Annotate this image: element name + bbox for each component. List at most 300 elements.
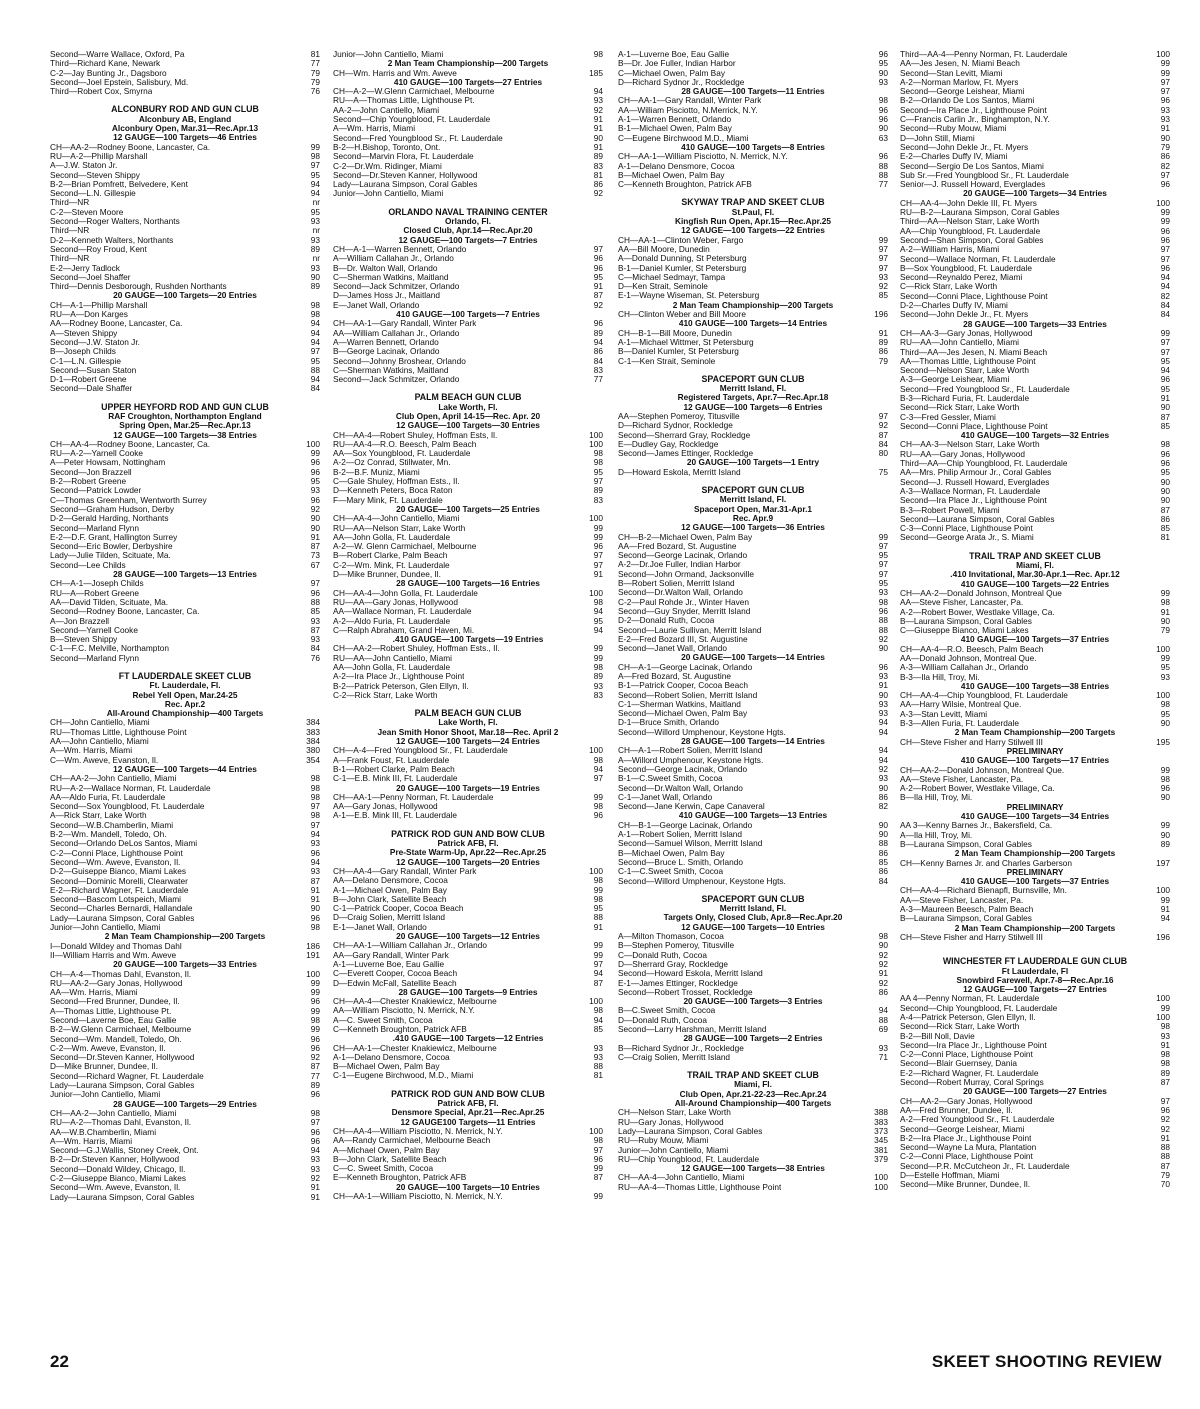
- result-row: [50, 811, 320, 820]
- score: 373: [874, 1126, 888, 1136]
- score: 96: [1160, 784, 1170, 794]
- shooter-entry: B-3—Ila Hill, Troy, Mi.: [900, 672, 980, 682]
- score: 97: [593, 560, 603, 570]
- result-row: [900, 96, 1170, 105]
- shooter-entry: CH—AA-4—John Golla, Ft. Lauderdale: [333, 588, 478, 598]
- event-header: 410 GAUGE—100 Targets—7 Entries: [396, 310, 540, 320]
- score: 86: [1160, 152, 1170, 162]
- shooter-entry: CH—AA-2—John Cantiello, Miami: [50, 1108, 177, 1118]
- score: 96: [310, 1043, 320, 1053]
- shooter-entry: Second—Sox Youngblood, Ft. Lauderdale: [50, 802, 205, 812]
- score: 96: [878, 606, 888, 616]
- score: 91: [593, 115, 603, 125]
- result-row: [618, 830, 888, 839]
- score: 93: [310, 867, 320, 877]
- result-row: [50, 301, 320, 310]
- result-row: [618, 635, 888, 644]
- shooter-entry: Second—Dr.Walton Wall, Orlando: [618, 588, 743, 598]
- result-row: [900, 338, 1170, 347]
- shooter-entry: AA—Fred Brunner, Dundee, Il.: [900, 1105, 1013, 1115]
- result-row: [50, 1007, 320, 1016]
- result-row: [50, 839, 320, 848]
- shooter-entry: C-2—Conni Place, Lighthouse Point: [50, 848, 183, 858]
- score: 94: [310, 179, 320, 189]
- result-row: [618, 867, 888, 876]
- result-row: [900, 468, 1170, 477]
- score: 98: [593, 755, 603, 765]
- result-row: [50, 793, 320, 802]
- score: 100: [589, 866, 603, 876]
- score: 354: [306, 755, 320, 765]
- result-row: [900, 115, 1170, 124]
- result-row: [50, 997, 320, 1006]
- result-row: [618, 431, 888, 440]
- result-row: [618, 858, 888, 867]
- shooter-entry: D—Sherrard Gray, Rockledge: [618, 959, 729, 969]
- event-header: 410 GAUGE—100 Targets—13 Entries: [678, 811, 828, 821]
- result-row: [900, 1032, 1170, 1041]
- result-row: [618, 1173, 888, 1182]
- score: 94: [593, 625, 603, 635]
- result-row: [50, 1035, 320, 1044]
- score: 96: [310, 1136, 320, 1146]
- shooter-entry: I—Donald Wildey and Thomas Dahl: [50, 941, 182, 951]
- shooter-entry: E-1—James Ettinger, Rockledge: [618, 978, 738, 988]
- shooter-entry: B—Robert Clarke, Palm Beach: [333, 551, 448, 561]
- shooter-entry: Second—Orlando DeLos Santos, Miami: [50, 839, 198, 849]
- result-row: [50, 756, 320, 765]
- score: 99: [593, 950, 603, 960]
- score: 91: [1160, 124, 1170, 134]
- event-header: 410 GAUGE—100 Targets—37 Entries: [960, 877, 1110, 887]
- shooter-entry: C—Everett Cooper, Cocoa Beach: [333, 969, 458, 979]
- result-row: [333, 654, 603, 663]
- result-row: [50, 152, 320, 161]
- score: 90: [878, 783, 888, 793]
- result-row: [50, 858, 320, 867]
- shooter-entry: Second—Richard Wagner, Ft. Lauderdale: [50, 1071, 204, 1081]
- shooter-entry: C-1—Patrick Cooper, Cocoa Beach: [333, 904, 464, 914]
- event-header: Merritt Island, Fl.: [719, 904, 787, 914]
- score: 97: [878, 560, 888, 570]
- shooter-entry: CH—AA-1—William Pisciotto, N. Merrick, N.Y.: [333, 1192, 503, 1202]
- result-row: [618, 347, 888, 356]
- result-row: [618, 310, 888, 319]
- score: 88: [310, 597, 320, 607]
- score: 93: [593, 96, 603, 106]
- shooter-entry: D—Richard Sydnor, Rockledge: [618, 421, 733, 431]
- result-row: [50, 895, 320, 904]
- score: 100: [1156, 198, 1170, 208]
- result-row: [900, 1097, 1170, 1106]
- shooter-entry: A-2—Norman Marlow, Ft. Myers: [900, 77, 1019, 87]
- result-row: [900, 506, 1170, 515]
- score: 91: [593, 922, 603, 932]
- result-row: [333, 50, 603, 59]
- result-row: [333, 347, 603, 356]
- shooter-entry: Second—Jack Schmitzer, Orlando: [333, 282, 460, 292]
- shooter-entry: C-2—Conni Place, Lighthouse Point: [900, 1050, 1033, 1060]
- score: 91: [310, 1192, 320, 1202]
- shooter-entry: CH—A-4—Fred Youngblood Sr., Ft. Lauderdale: [333, 746, 508, 756]
- score: 95: [878, 579, 888, 589]
- score: 89: [1160, 1068, 1170, 1078]
- shooter-entry: Third—NR: [50, 254, 90, 264]
- score: 93: [878, 1043, 888, 1053]
- result-row: [50, 449, 320, 458]
- shooter-entry: D-1—Robert Greene: [50, 375, 127, 385]
- score: 67: [310, 560, 320, 570]
- result-row: [333, 87, 603, 96]
- score: 94: [593, 337, 603, 347]
- score: 88: [878, 839, 888, 849]
- result-row: [333, 468, 603, 477]
- event-header: 20 GAUGE—100 Targets—34 Entries: [963, 189, 1107, 199]
- result-row: [333, 143, 603, 152]
- shooter-entry: A-1—Delano Densmore, Cocoa: [618, 161, 735, 171]
- shooter-entry: Second—Laurie Sullivan, Merritt Island: [618, 625, 762, 635]
- score: 63: [878, 133, 888, 143]
- score: 90: [878, 690, 888, 700]
- event-header: Merritt Island, Fl.: [719, 495, 787, 505]
- shooter-entry: Second—Wm. Mandell, Toledo, Oh.: [50, 1034, 182, 1044]
- results-column-1: [50, 50, 320, 1202]
- event-header: RAF Croughton, Northampton England: [108, 411, 262, 421]
- result-row: [618, 988, 888, 997]
- score: 100: [1156, 644, 1170, 654]
- event-header: 20 GAUGE—100 Targets—14 Entries: [681, 653, 825, 663]
- score: 87: [593, 1173, 603, 1183]
- score: 98: [878, 597, 888, 607]
- event-header: .410 GAUGE—100 Targets—19 Entries: [392, 635, 544, 645]
- shooter-entry: Second—Wm. Aweve, Evanston, Il.: [50, 857, 181, 867]
- shooter-entry: AA 4—Penny Norman, Ft. Lauderdale: [900, 994, 1040, 1004]
- score: 384: [306, 737, 320, 747]
- event-header: 20 GAUGE—100 Targets—20 Entries: [113, 291, 257, 301]
- result-row: [50, 561, 320, 570]
- club-name: TRAIL TRAP AND SKEET CLUB: [969, 551, 1101, 561]
- shooter-entry: A-2—Aldo Furia, Ft. Lauderdale: [333, 616, 451, 626]
- result-row: [50, 904, 320, 913]
- event-header: Miami, Fl.: [734, 1080, 772, 1090]
- score: 97: [878, 411, 888, 421]
- shooter-entry: C-2—Jay Bunting Jr., Dagsboro: [50, 68, 167, 78]
- score: 191: [306, 950, 320, 960]
- club-name: WINCHESTER FT LAUDERDALE GUN CLUB: [942, 957, 1128, 967]
- shooter-entry: CH—B-1—George Lacinak, Orlando: [618, 820, 753, 830]
- score: 87: [593, 291, 603, 301]
- shooter-entry: RU—AA—Gary Jonas, Hollywood: [333, 597, 458, 607]
- shooter-entry: CH—AA-2—Gary Jonas, Hollywood: [900, 1096, 1033, 1106]
- shooter-entry: A-2—William Harris, Miami: [900, 245, 1000, 255]
- score: 96: [1160, 235, 1170, 245]
- score: 90: [310, 514, 320, 524]
- result-row: [900, 738, 1170, 747]
- result-row: [900, 69, 1170, 78]
- result-row: [50, 784, 320, 793]
- result-row: [900, 1125, 1170, 1134]
- shooter-entry: Second—Dale Shaffer: [50, 384, 133, 394]
- event-header: Patrick AFB, Fl.: [437, 1099, 499, 1109]
- result-row: [900, 784, 1170, 793]
- score: 96: [878, 50, 888, 59]
- result-row: [333, 1173, 603, 1182]
- score: 87: [310, 876, 320, 886]
- score: 97: [310, 579, 320, 589]
- shooter-entry: B—Michael Owen, Palm Bay: [618, 848, 725, 858]
- score: 95: [310, 477, 320, 487]
- shooter-entry: AA—John Golla, Ft. Lauderdale: [333, 663, 451, 672]
- score: 79: [310, 68, 320, 78]
- result-row: [900, 994, 1170, 1003]
- shooter-entry: AA—Bill Moore, Dunedin: [618, 244, 710, 254]
- score: 97: [310, 820, 320, 830]
- score: 99: [310, 1025, 320, 1035]
- result-row: [618, 551, 888, 560]
- result-row: [900, 1069, 1170, 1078]
- shooter-entry: Second—Rick Starr, Lake Worth: [900, 403, 1020, 413]
- result-row: [618, 291, 888, 300]
- results-column-4: [900, 50, 1170, 1190]
- result-row: [50, 59, 320, 68]
- section-gap: [900, 942, 1170, 948]
- event-header: PRELIMINARY: [1006, 802, 1064, 812]
- event-header: 12 GAUGE—100 Targets—10 Entries: [681, 922, 825, 932]
- shooter-entry: B-1—Patrick Cooper, Cocoa Beach: [618, 681, 749, 691]
- shooter-entry: C—Donald Ruth, Cocoa: [618, 950, 708, 960]
- event-header: Densmore Special, Apr.21—Rec.Apr.25: [391, 1108, 545, 1118]
- score: 94: [1160, 914, 1170, 924]
- result-row: [333, 1071, 603, 1080]
- shooter-entry: CH—Nelson Starr, Lake Worth: [618, 1108, 731, 1118]
- shooter-entry: B-2—Wm. Mandell, Toledo, Oh.: [50, 830, 167, 840]
- shooter-entry: Second—Robert Trosset, Rockledge: [618, 987, 753, 997]
- result-row: [333, 570, 603, 579]
- result-row: [900, 245, 1170, 254]
- shooter-entry: C—Michael Sedmayr, Tampa: [618, 272, 726, 282]
- score: 97: [1160, 170, 1170, 180]
- result-row: [50, 923, 320, 932]
- result-row: [333, 514, 603, 523]
- shooter-entry: A—William Callahan Jr., Orlando: [333, 254, 454, 264]
- event-header: 410 GAUGE—100 Targets—8 Entries: [681, 142, 825, 152]
- shooter-entry: Second—Larry Harshman, Merritt Island: [618, 1024, 767, 1034]
- shooter-entry: B-3—Richard Furia, Ft. Lauderdale: [900, 393, 1030, 403]
- result-row: [618, 821, 888, 830]
- result-row: [900, 859, 1170, 868]
- event-header: 12 GAUGE—100 Targets—38 Entries: [681, 1164, 825, 1174]
- shooter-entry: C—Wm. Aweve, Evanston, Il.: [50, 755, 159, 765]
- score: 96: [593, 263, 603, 273]
- result-row: [333, 960, 603, 969]
- score: 186: [306, 941, 320, 951]
- shooter-entry: Second—Charles Bernardi, Hallandale: [50, 904, 193, 914]
- shooter-entry: Second—Blair Guernsey, Dania: [900, 1059, 1017, 1069]
- result-row: [50, 849, 320, 858]
- shooter-entry: CH—A-1—George Lacinak, Orlando: [618, 662, 753, 672]
- result-row: [618, 533, 888, 542]
- result-row: [900, 821, 1170, 830]
- shooter-entry: E—Dudley Gay, Rockledge: [618, 439, 719, 449]
- score: 99: [1160, 654, 1170, 663]
- shooter-entry: A-2—Ira Place Jr., Lighthouse Point: [333, 672, 465, 682]
- score: 81: [1160, 533, 1170, 543]
- score: 96: [1160, 263, 1170, 273]
- shooter-entry: B—Ila Hill, Troy, Mi.: [900, 793, 973, 803]
- shooter-entry: RU—Ruby Mouw, Miami: [618, 1136, 709, 1146]
- result-row: [333, 746, 603, 755]
- score: 96: [593, 811, 603, 821]
- result-row: [333, 440, 603, 449]
- shooter-entry: Second—George Arata Jr., S. Miami: [900, 533, 1034, 543]
- shooter-entry: Second—J. Russell Howard, Everglades: [900, 477, 1050, 487]
- score: 93: [593, 1043, 603, 1053]
- shooter-entry: D—John Still, Miami: [900, 133, 975, 143]
- score: 94: [593, 1015, 603, 1025]
- score: 96: [1160, 180, 1170, 190]
- shooter-entry: E-2—Jerry Tadlock: [50, 263, 120, 273]
- result-row: [900, 50, 1170, 59]
- result-row: [900, 236, 1170, 245]
- result-row: [333, 589, 603, 598]
- score: 98: [878, 96, 888, 106]
- score: 99: [593, 532, 603, 542]
- result-row: [50, 282, 320, 291]
- shooter-entry: RU—A—Don Karges: [50, 310, 128, 320]
- score: 91: [1160, 905, 1170, 915]
- result-row: [50, 189, 320, 198]
- result-row: [50, 1081, 320, 1090]
- result-row: [900, 524, 1170, 533]
- shooter-entry: A—Frank Foust, Ft. Lauderdale: [333, 755, 450, 765]
- score: 79: [310, 77, 320, 87]
- result-row: [333, 867, 603, 876]
- shooter-entry: CH—A-4—Thomas Dahl, Evanston, Il.: [50, 969, 192, 979]
- shooter-entry: Second—Michael Owen, Palm Bay: [618, 709, 748, 719]
- result-row: [333, 96, 603, 105]
- score: 91: [593, 124, 603, 134]
- shooter-entry: D—Donald Ruth, Cocoa: [618, 1015, 708, 1025]
- shooter-entry: Second—Jack Schmitzer, Orlando: [333, 375, 460, 385]
- shooter-entry: Second—Warre Wallace, Oxford, Pa: [50, 50, 185, 59]
- result-row: [618, 700, 888, 709]
- score: 99: [1160, 68, 1170, 78]
- shooter-entry: Second—Laverne Boe, Eau Gallie: [50, 1015, 177, 1025]
- shooter-entry: CH—AA-3—Nelson Starr, Lake Worth: [900, 440, 1040, 450]
- shooter-entry: A-3—Maureen Beesch, Palm Beach: [900, 905, 1034, 915]
- score: 90: [1160, 133, 1170, 143]
- score: 91: [593, 570, 603, 580]
- shooter-entry: CH—AA-1—Penny Norman, Ft. Lauderdale: [333, 792, 494, 802]
- result-row: [900, 663, 1170, 672]
- score: 94: [878, 746, 888, 756]
- score: 90: [878, 830, 888, 840]
- event-header: 2 Man Team Championship—200 Targets: [954, 923, 1116, 933]
- shooter-entry: B-2—Bill Noll, Davie: [900, 1031, 975, 1041]
- club-name: UPPER HEYFORD ROD AND GUN CLUB: [101, 402, 269, 412]
- shooter-entry: CH—B-1—Bill Moore, Dunedin: [618, 328, 732, 338]
- result-row: [618, 542, 888, 551]
- shooter-entry: C-2—Wm. Aweve, Evanston, Il.: [50, 1043, 166, 1053]
- score: 100: [589, 1126, 603, 1136]
- result-row: [618, 162, 888, 171]
- result-row: [333, 458, 603, 467]
- score: 92: [878, 764, 888, 774]
- score: 91: [878, 969, 888, 979]
- result-row: [618, 691, 888, 700]
- shooter-entry: AA—Wallace Norman, Ft. Lauderdale: [333, 607, 472, 617]
- score: 98: [593, 449, 603, 459]
- shooter-entry: B—Laurana Simpson, Coral Gables: [900, 914, 1032, 924]
- score: 87: [1160, 412, 1170, 422]
- score: 93: [878, 672, 888, 681]
- result-row: [50, 468, 320, 477]
- score: 90: [310, 523, 320, 533]
- shooter-entry: A-1—E.B. Mink III, Ft. Lauderdale: [333, 811, 458, 821]
- shooter-entry: Second—James Ettinger, Rockledge: [618, 449, 754, 459]
- score: 97: [593, 774, 603, 784]
- shooter-entry: A-2—Robert Bower, Westlake Village, Ca.: [900, 784, 1055, 794]
- shooter-entry: B-2—B.F. Muniz, Miami: [333, 467, 420, 477]
- result-row: [618, 338, 888, 347]
- result-row: [900, 1059, 1170, 1068]
- score: 81: [593, 170, 603, 180]
- result-row: [50, 533, 320, 542]
- result-row: [50, 1090, 320, 1099]
- score: 96: [310, 997, 320, 1007]
- result-row: [50, 273, 320, 282]
- result-row: [50, 1146, 320, 1155]
- score: 91: [878, 681, 888, 691]
- result-row: [900, 710, 1170, 719]
- score: 98: [1160, 700, 1170, 710]
- shooter-entry: Second—L.N. Gillespie: [50, 189, 136, 199]
- result-row: [618, 69, 888, 78]
- event-header: 410 GAUGE—100 Targets—22 Entries: [960, 579, 1110, 589]
- result-row: [618, 644, 888, 653]
- result-row: [333, 802, 603, 811]
- club-name: PALM BEACH GUN CLUB: [414, 393, 522, 403]
- score: nr: [312, 226, 320, 236]
- result-row: [333, 542, 603, 551]
- score: 379: [874, 1154, 888, 1164]
- event-header: 410 GAUGE—100 Targets—27 Entries: [393, 77, 543, 87]
- score: 99: [1160, 217, 1170, 227]
- shooter-entry: Lady—Laurana Simpson, Coral Gables: [50, 1192, 195, 1202]
- shooter-entry: B—Michael Owen, Palm Bay: [618, 170, 725, 180]
- score: 98: [310, 300, 320, 310]
- shooter-entry: C-1—L.N. Gillespie: [50, 356, 122, 366]
- shooter-entry: CH—AA-4—Richard Bienapfl, Burnsville, Mn.: [900, 886, 1067, 896]
- result-row: [618, 1118, 888, 1127]
- event-header: PRELIMINARY: [1006, 867, 1064, 877]
- result-row: [333, 273, 603, 282]
- shooter-entry: Second—Susan Staton: [50, 365, 137, 375]
- score: 94: [593, 87, 603, 97]
- score: 92: [310, 504, 320, 514]
- score: 99: [1160, 821, 1170, 831]
- shooter-entry: Second—Roy Froud, Kent: [50, 244, 147, 254]
- score: 94: [878, 1006, 888, 1016]
- result-row: [618, 245, 888, 254]
- shooter-entry: CH—Kenny Barnes Jr. and Charles Garberson: [900, 858, 1073, 868]
- club-name: SPACEPORT GUN CLUB: [701, 374, 805, 384]
- score: 96: [310, 913, 320, 923]
- event-header: Miami, Fl.: [1016, 561, 1054, 571]
- shooter-entry: Third—AA—Jes Jesen, N. Miami Beach: [900, 347, 1048, 357]
- score: 383: [874, 1117, 888, 1127]
- shooter-entry: D—Ken Strait, Seminole: [618, 282, 708, 292]
